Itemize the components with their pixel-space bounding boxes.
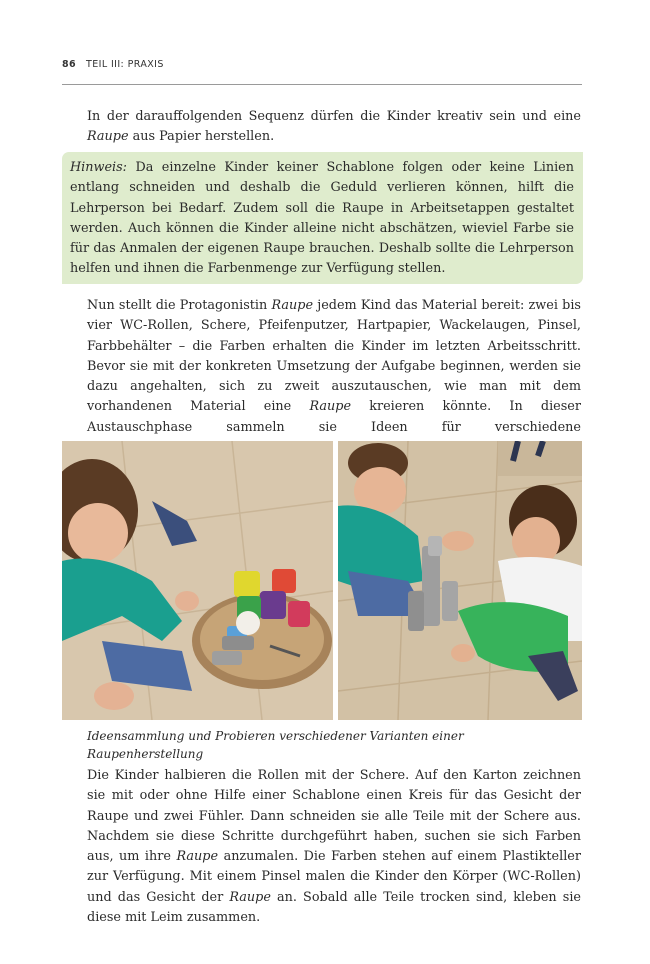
- paragraph-text: Nun stellt die Protagonistin: [87, 298, 272, 313]
- paragraph-intro: [87, 107, 581, 148]
- running-header: [62, 59, 582, 70]
- paragraph-text: Die Kinder halbieren die Rollen mit der Schere. Auf den Karton zeichnen sie mit oder ohne Hilfe einer Schablone einen Kreis für das Gesicht der Raupe und zwei Fühler. Dann schneiden sie alle Teile mit der Schere aus. Nachdem sie diese Schritte durchgeführt haben, suchen sie sich Farben aus, um ihre: [87, 768, 581, 865]
- hint-label: Hinweis:: [70, 160, 127, 175]
- paragraph-procedure: [87, 766, 581, 928]
- paragraph-text: In der darauffolgenden Sequenz dürfen die Kinder kreativ sein und eine: [87, 109, 581, 124]
- emphasis: Raupe: [309, 399, 352, 415]
- paragraph-text: kreieren könnte. In dieser Austauschphase sammeln sie Ideen für verschiedene: [87, 399, 582, 435]
- figure-caption: Ideensammlung und Probieren verschiedener Varianten einer Raupenherstellung: [87, 729, 464, 761]
- photo-children-with-tray: [62, 441, 333, 720]
- photo-children-building-rolls: [338, 441, 582, 720]
- emphasis: Raupe: [271, 298, 314, 313]
- paragraph-text: anzumalen. Die Farben stehen auf einem Plastikteller zur Verfügung. Mit einem Pinsel malen die Kinder den Körper (WC-Rollen) und das Gesicht der: [87, 849, 581, 905]
- hint-box: [62, 152, 583, 284]
- paragraph-material: [87, 296, 581, 458]
- hint-text: Da einzelne Kinder keiner Schablone folgen oder keine Linien entlang schneiden und deshalb die Geduld verlieren können, hilft die Lehrperson bei Bedarf. Zudem soll die Raupe in Arbeitsetappen gestaltet werden. Auch können die Kinder alleine nicht abschätzen, wieviel Farbe sie für das Anmalen der eigenen Raupe brauchen. Deshalb sollte die Lehrperson helfen und ihnen die Farbenmenge zur Verfügung stellen.: [70, 160, 574, 277]
- emphasis: Raupe: [87, 129, 129, 145]
- paragraph-text: an. Sobald alle Teile trocken sind, kleben sie diese mit Leim zusammen.: [87, 889, 581, 926]
- header-rule: [62, 84, 582, 85]
- emphasis: Raupe: [176, 849, 219, 865]
- page-number: 86: [62, 59, 77, 70]
- photo-pair: [62, 441, 582, 720]
- paragraph-text: aus Papier herstellen.: [128, 129, 275, 145]
- paragraph-text: jedem Kind das Material bereit: zwei bis vier WC-Rollen, Schere, Pfeifenputzer, Hartpapier, Wackelaugen, Pinsel, Farbbehälter – die Farben erhalten die Kinder im letzten Arbeitsschritt. Bevor sie mit der konkreten Umsetzung der Aufgabe beginnen, werden sie dazu angehalten, sich zu zweit auszutauschen, wie man mit dem vorhandenen Material eine: [87, 298, 581, 415]
- section-title: TEIL III: PRAXIS: [86, 59, 164, 70]
- emphasis: Raupe: [229, 889, 271, 905]
